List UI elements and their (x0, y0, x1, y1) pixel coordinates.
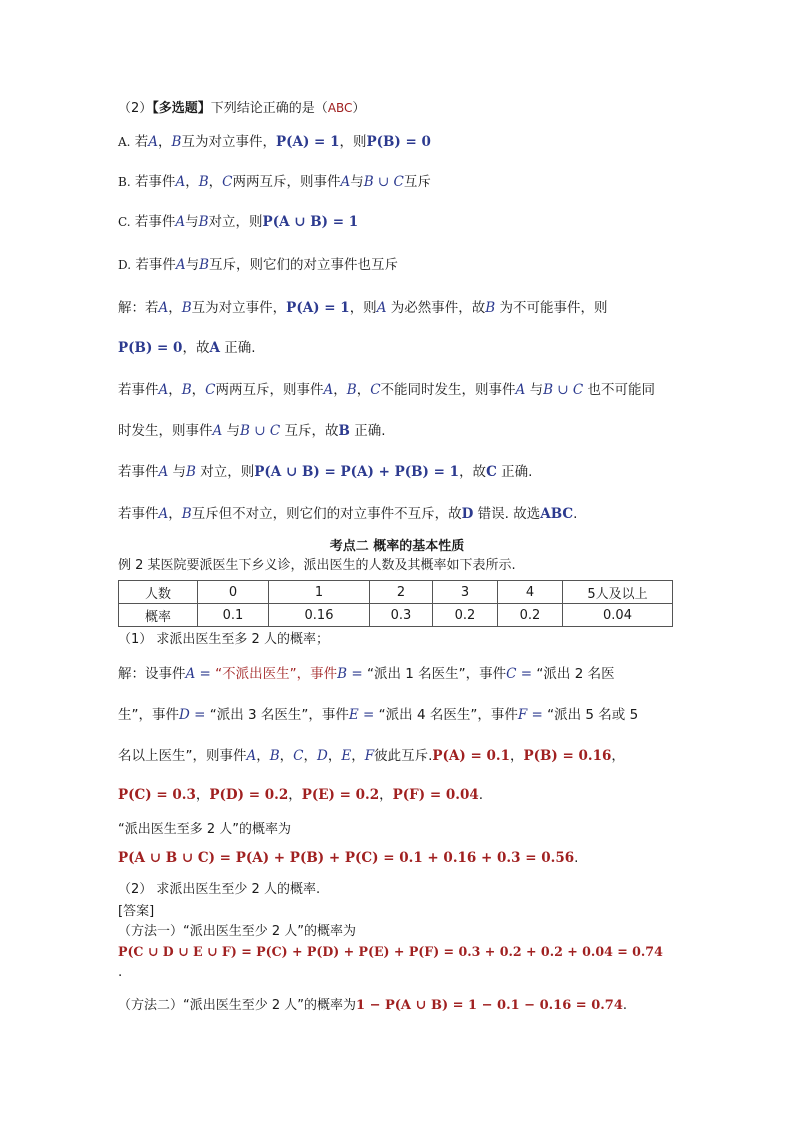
table-cell: 0 (198, 581, 269, 604)
solution2-line-4: P(C) = 0.3，P(D) = 0.2，P(E) = 0.2，P(F) = 0.04. (118, 787, 484, 803)
table-cell: 1 (269, 581, 370, 604)
solution2-line-1: 解：设事件A = “不派出医生”，事件B = “派出 1 名医生”，事件C = “派出 2 名医 (118, 666, 615, 682)
table-cell: 4 (498, 581, 563, 604)
solution2-line-5: “派出医生至多 2 人”的概率为 (118, 822, 292, 837)
solution-line-4: 时发生，则事件A 与B ∪ C 互斥，故B 正确. (118, 423, 386, 439)
table-cell: 2 (370, 581, 433, 604)
table-row (119, 581, 673, 604)
sub-question-2: （2） 求派出医生至少 2 人的概率. (118, 882, 321, 897)
solution2-line-6: P(A ∪ B ∪ C) = P(A) + P(B) + P(C) = 0.1 + 0.16 + 0.3 = 0.56. (118, 850, 579, 866)
solution-line-2: P(B) = 0，故A 正确. (118, 340, 256, 356)
option-d: D. 若事件A与B互斥，则它们的对立事件也互斥 (118, 257, 398, 273)
table-cell: 0.1 (198, 604, 269, 627)
method-2-line: （方法二）“派出医生至少 2 人”的概率为1 − P(A ∪ B) = 1 − 0.1 − 0.16 = 0.74. (118, 998, 628, 1013)
option-a: A. 若A，B互为对立事件，P(A) = 1，则P(B) = 0 (118, 134, 431, 150)
solution-line-6: 若事件A，B互斥但不对立，则它们的对立事件不互斥，故D 错误. 故选ABC. (118, 506, 578, 522)
solution-line-5: 若事件A 与B 对立，则P(A ∪ B) = P(A) + P(B) = 1，故C 正确. (118, 464, 533, 480)
option-b: B. 若事件A，B，C两两互斥，则事件A与B ∪ C互斥 (118, 174, 431, 190)
table-cell: 0.04 (563, 604, 673, 627)
table-cell: 0.2 (498, 604, 563, 627)
table-cell: 0.16 (269, 604, 370, 627)
sub-question-1: （1） 求派出医生至多 2 人的概率； (118, 632, 329, 647)
multi-choice-tag: 【多选题】 (152, 101, 211, 116)
option-c: C. 若事件A与B对立，则P(A ∪ B) = 1 (118, 214, 359, 230)
method-1-formula: P(C ∪ D ∪ E ∪ F) = P(C) + P(D) + P(E) + P(F) = 0.3 + 0.2 + 0.2 + 0.04 = 0.74 (118, 944, 663, 959)
solution-line-1: 解：若A，B互为对立事件，P(A) = 1，则A 为必然事件，故B 为不可能事件，则 (118, 300, 608, 316)
example-2-stem: 例 2 某医院要派医生下乡义诊，派出医生的人数及其概率如下表所示. (118, 558, 516, 573)
table-row (119, 604, 673, 627)
solution2-line-3: 名以上医生”，则事件A，B，C，D，E，F彼此互斥.P(A) = 0.1，P(B) = 0.16， (118, 748, 625, 764)
solution2-line-2: 生”，事件D = “派出 3 名医生”，事件E = “派出 4 名医生”，事件F = “派出 5 名或 5 (118, 707, 639, 723)
probability-table (118, 580, 673, 627)
question-2-stem: （2）【多选题】下列结论正确的是（ABC） (118, 101, 366, 116)
answer-key: ABC (327, 101, 353, 115)
section-heading: 考点二 概率的基本性质 (329, 539, 465, 554)
table-cell: 0.3 (370, 604, 433, 627)
table-header-cell: 概率 (119, 604, 198, 627)
solution-line-3: 若事件A，B，C两两互斥，则事件A，B，C不能同时发生，则事件A 与B ∪ C 也不可能同 (118, 382, 656, 398)
table-cell: 5人及以上 (563, 581, 673, 604)
method-1-intro: （方法一）“派出医生至少 2 人”的概率为 (118, 924, 357, 939)
table-header-cell: 人数 (119, 581, 198, 604)
method-1-period: . (118, 964, 123, 980)
answer-tag: [答案] (118, 904, 155, 919)
table-cell: 3 (433, 581, 498, 604)
table-cell: 0.2 (433, 604, 498, 627)
